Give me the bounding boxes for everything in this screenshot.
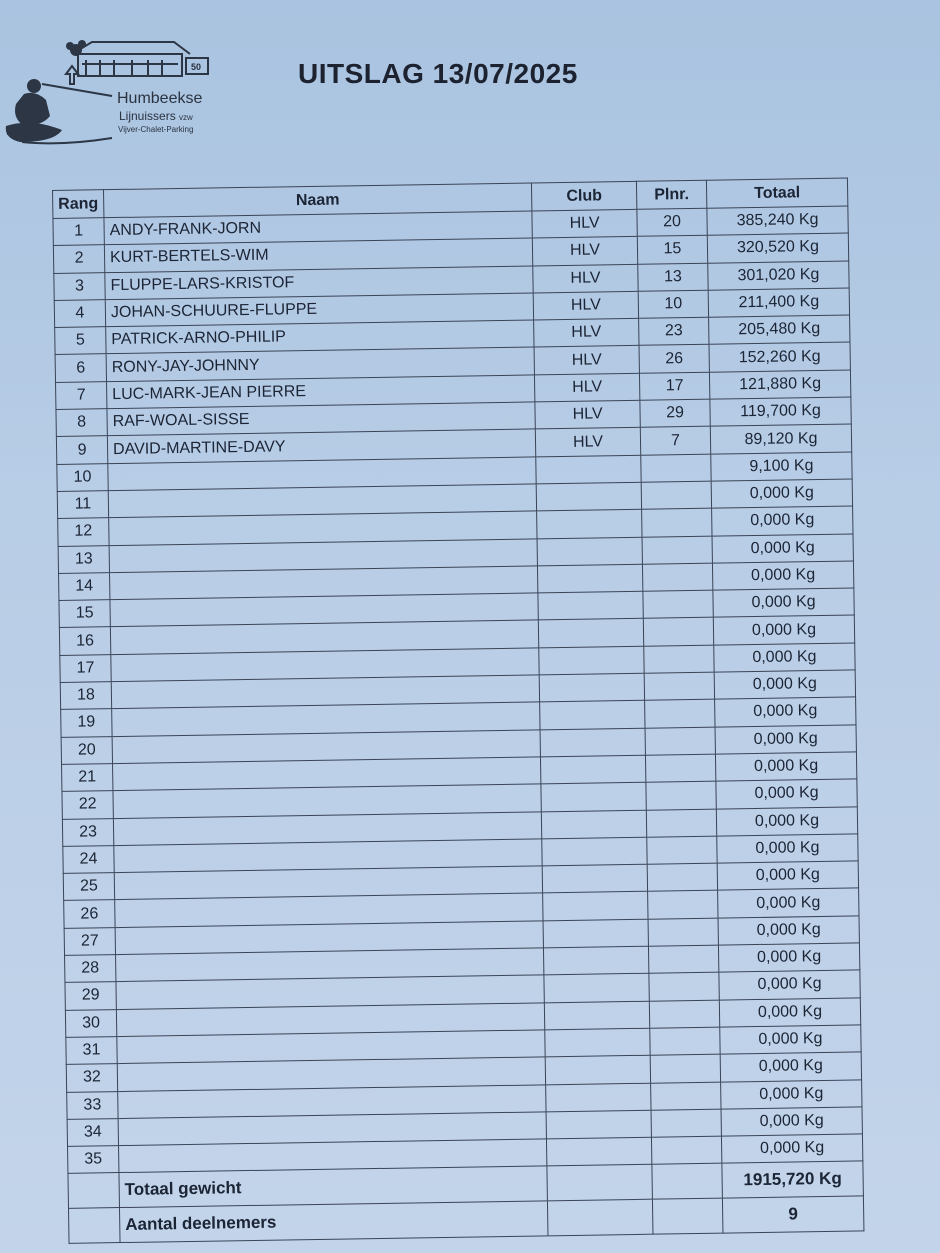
cell-name: ANDY-FRANK-JORN [104, 211, 532, 245]
logo-text-line3: Vijver-Chalet-Parking [118, 125, 194, 134]
cell-rank: 6 [55, 354, 106, 382]
cell-club [543, 919, 648, 948]
club-logo [2, 34, 217, 149]
cell-club [539, 673, 644, 702]
cell-rank: 29 [65, 982, 116, 1010]
cell-rank: 28 [65, 955, 116, 983]
cell-total: 0,000 Kg [719, 970, 860, 1000]
cell-club [537, 537, 642, 566]
cell-club [537, 564, 642, 593]
cell-rank: 20 [61, 736, 112, 764]
cell-rank: 19 [61, 709, 112, 737]
logo-badge: 50 [191, 62, 202, 72]
cell-place: 17 [639, 372, 709, 400]
cell-place [646, 781, 716, 809]
cell-rank: 32 [66, 1064, 117, 1092]
cell-place [650, 1054, 720, 1082]
cell-rank: 34 [67, 1118, 118, 1146]
cell-place [651, 1136, 721, 1164]
cell-place [651, 1109, 721, 1137]
cell-rank: 27 [64, 927, 115, 955]
cell-total: 0,000 Kg [712, 561, 853, 591]
cell-total: 0,000 Kg [717, 834, 858, 864]
summary-value: 9 [722, 1196, 864, 1233]
cell-rank: 7 [56, 381, 107, 409]
cell-rank: 10 [57, 463, 108, 491]
cell-place: 29 [640, 399, 710, 427]
cell-place [648, 945, 718, 973]
cell-place: 13 [638, 263, 708, 291]
cell-place [644, 672, 714, 700]
cell-name: RONY-JAY-JOHNNY [106, 347, 534, 381]
cell-club [537, 510, 642, 539]
cell-rank: 9 [56, 436, 107, 464]
cell-total: 121,880 Kg [709, 370, 850, 400]
cell-name: KURT-BERTELS-WIM [104, 238, 532, 272]
cell-total: 0,000 Kg [718, 943, 859, 973]
cell-total: 0,000 Kg [716, 806, 857, 836]
cell-club [545, 1055, 650, 1084]
cell-place [646, 809, 716, 837]
cell-place: 26 [639, 345, 709, 373]
cell-club [540, 755, 645, 784]
cell-place [648, 891, 718, 919]
cell-club: HLV [534, 318, 639, 347]
cell-club [546, 1137, 651, 1166]
cell-rank: 1 [53, 218, 104, 246]
cell-total: 0,000 Kg [713, 615, 854, 645]
cell-total: 0,000 Kg [721, 1079, 862, 1109]
cell-place [648, 918, 718, 946]
cell-name: DAVID-MARTINE-DAVY [107, 429, 535, 463]
cell-rank: 13 [58, 545, 109, 573]
cell-total: 301,020 Kg [708, 261, 849, 291]
cell-place [642, 536, 712, 564]
cell-total: 0,000 Kg [721, 1134, 862, 1164]
cell-club [543, 946, 648, 975]
cell-total: 0,000 Kg [717, 861, 858, 891]
cell-total: 119,700 Kg [710, 397, 851, 427]
cell-place [647, 836, 717, 864]
cell-total: 0,000 Kg [718, 888, 859, 918]
cell-place [641, 454, 711, 482]
cell-place [641, 481, 711, 509]
cell-place: 7 [640, 427, 710, 455]
cell-total: 0,000 Kg [715, 697, 856, 727]
summary-empty [547, 1200, 653, 1237]
cell-total: 211,400 Kg [708, 288, 849, 318]
page-title: UITSLAG 13/07/2025 [298, 58, 578, 89]
summary-spacer [69, 1208, 121, 1244]
cell-total: 0,000 Kg [718, 916, 859, 946]
cell-place: 10 [638, 290, 708, 318]
cell-rank: 22 [62, 791, 113, 819]
cell-place [643, 590, 713, 618]
cell-rank: 35 [68, 1146, 119, 1174]
cell-total: 0,000 Kg [713, 588, 854, 618]
cell-club [536, 455, 641, 484]
cell-total: 0,000 Kg [714, 643, 855, 673]
summary-spacer [68, 1173, 120, 1209]
cell-place [645, 754, 715, 782]
cell-place [651, 1082, 721, 1110]
cell-rank: 25 [63, 873, 114, 901]
cell-rank: 4 [54, 300, 105, 328]
cell-club: HLV [532, 237, 637, 266]
cell-club [536, 482, 641, 511]
cell-name: RAF-WOAL-SISSE [107, 402, 535, 436]
cell-club [543, 892, 648, 921]
cell-total: 320,520 Kg [707, 233, 848, 263]
header-total: Totaal [706, 178, 847, 208]
cell-club [540, 728, 645, 757]
cell-total: 0,000 Kg [720, 1052, 861, 1082]
cell-total: 9,100 Kg [711, 452, 852, 482]
cell-total: 0,000 Kg [712, 506, 853, 536]
cell-rank: 30 [65, 1009, 116, 1037]
cell-place [649, 972, 719, 1000]
header-club: Club [531, 181, 636, 211]
cell-total: 0,000 Kg [721, 1107, 862, 1137]
cell-name: PATRICK-ARNO-PHILIP [106, 320, 534, 354]
cell-rank: 24 [63, 845, 114, 873]
cell-place: 20 [637, 208, 707, 236]
cell-rank: 12 [58, 518, 109, 546]
cell-club: HLV [534, 346, 639, 375]
cell-rank: 26 [64, 900, 115, 928]
cell-total: 0,000 Kg [714, 670, 855, 700]
cell-place [647, 863, 717, 891]
cell-name: JOHAN-SCHUURE-FLUPPE [105, 293, 533, 327]
cell-total: 0,000 Kg [715, 725, 856, 755]
cell-club [541, 782, 646, 811]
cell-name: FLUPPE-LARS-KRISTOF [105, 266, 533, 300]
summary-label: Totaal gewicht [119, 1166, 547, 1208]
cell-rank: 2 [53, 245, 104, 273]
cell-rank: 17 [60, 654, 111, 682]
cell-rank: 11 [57, 491, 108, 519]
logo-text-line2: Lijnuissers vzw [119, 109, 193, 123]
summary-value: 1915,720 Kg [722, 1161, 864, 1198]
cell-club [539, 646, 644, 675]
cell-total: 385,240 Kg [707, 206, 848, 236]
cell-club [541, 810, 646, 839]
cell-total: 0,000 Kg [711, 479, 852, 509]
cell-place [643, 618, 713, 646]
results-sheet [52, 177, 864, 1244]
summary-empty [652, 1163, 723, 1199]
cell-place [649, 1000, 719, 1028]
cell-rank: 14 [59, 573, 110, 601]
cell-place [642, 508, 712, 536]
cell-total: 205,480 Kg [709, 315, 850, 345]
cell-rank: 3 [54, 272, 105, 300]
cell-place [642, 563, 712, 591]
cell-club [542, 837, 647, 866]
cell-club [540, 701, 645, 730]
cell-rank: 15 [59, 600, 110, 628]
cell-club [544, 1001, 649, 1030]
logo-text-line1: Humbeekse [117, 90, 203, 107]
summary-label: Aantal deelnemers [119, 1201, 547, 1243]
header-rank: Rang [53, 190, 104, 219]
cell-total: 0,000 Kg [719, 998, 860, 1028]
cell-club [538, 619, 643, 648]
cell-total: 89,120 Kg [710, 424, 851, 454]
cell-club: HLV [533, 264, 638, 293]
cell-rank: 31 [66, 1036, 117, 1064]
cell-club [538, 591, 643, 620]
cell-rank: 21 [62, 764, 113, 792]
cell-place: 23 [639, 317, 709, 345]
summary-empty [547, 1165, 653, 1202]
cell-club [542, 864, 647, 893]
cell-club [544, 974, 649, 1003]
cell-total: 0,000 Kg [715, 752, 856, 782]
cell-club: HLV [535, 428, 640, 457]
results-table [52, 177, 864, 1244]
cell-rank: 18 [60, 682, 111, 710]
summary-empty [652, 1198, 723, 1234]
cell-rank: 33 [67, 1091, 118, 1119]
cell-total: 0,000 Kg [716, 779, 857, 809]
cell-club: HLV [535, 400, 640, 429]
cell-place [645, 727, 715, 755]
cell-place [644, 645, 714, 673]
cell-total: 0,000 Kg [712, 534, 853, 564]
cell-club [546, 1083, 651, 1112]
cell-place [650, 1027, 720, 1055]
cell-rank: 5 [55, 327, 106, 355]
cell-total: 0,000 Kg [720, 1025, 861, 1055]
cell-club: HLV [534, 373, 639, 402]
cell-club: HLV [533, 291, 638, 320]
cell-rank: 8 [56, 409, 107, 437]
cell-place: 15 [637, 236, 707, 264]
cell-total: 152,260 Kg [709, 342, 850, 372]
header-place: Plnr. [636, 180, 706, 209]
header-name: Naam [104, 183, 532, 218]
cell-rank: 23 [62, 818, 113, 846]
cell-name: LUC-MARK-JEAN PIERRE [107, 375, 535, 409]
cell-club: HLV [532, 209, 637, 238]
cell-club [546, 1110, 651, 1139]
cell-club [545, 1028, 650, 1057]
cell-rank: 16 [59, 627, 110, 655]
cell-place [645, 699, 715, 727]
